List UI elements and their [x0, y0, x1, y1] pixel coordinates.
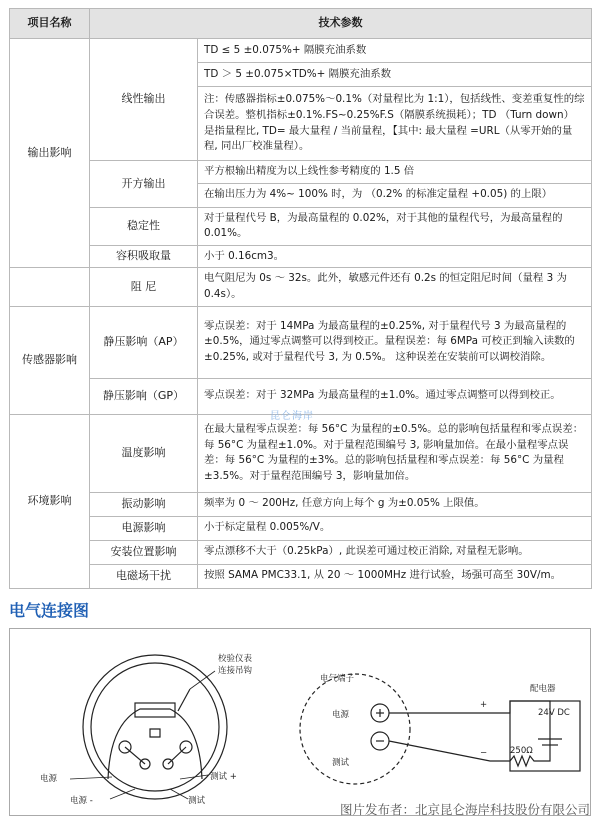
value-sqrt-1: 平方根输出精度为以上线性参考精度的 1.5 倍 — [198, 161, 592, 184]
item-damping: 阻 尼 — [90, 268, 198, 306]
watermark: 昆仑海岸 — [270, 411, 314, 422]
table-row — [10, 564, 592, 588]
item-linear-output: 线性输出 — [90, 39, 198, 161]
electrical-diagram — [9, 628, 591, 816]
item-stability: 稳定性 — [90, 207, 198, 245]
value-static-ap: 零点误差：对于 14MPa 为最高量程的±0.25%, 对于量程代号 3 为最高量程的±0.5%，通过零点调整可以得到校正。量程误差：每 6MPa 可校正到输入读数的±0.25%, 或对于量程代号 3, 为 0.5%。 这种误差在安装前可以调校消除。 — [198, 306, 592, 378]
value-vibration: 频率为 0 ～ 200Hz, 任意方向上每个 g 为±0.05% 上限值。 — [198, 492, 592, 516]
value-damping: 电气阻尼为 0s ～ 32s。此外，敏感元件还有 0.2s 的恒定阻尼时间（量程 3 为 0.4s）。 — [198, 268, 592, 306]
table-row — [10, 492, 592, 516]
item-volume: 容积吸取量 — [90, 245, 198, 268]
table-row — [10, 245, 592, 268]
voltage-label: 24V DC — [538, 708, 570, 718]
terminal-title: 电气端子 — [320, 674, 355, 684]
table-row — [10, 268, 592, 306]
housing-test-plus-label: 测试 + — [210, 772, 237, 782]
terminal-test-label: 测试 — [332, 758, 350, 768]
table-row — [10, 516, 592, 540]
item-sqrt-output: 开方输出 — [90, 161, 198, 208]
header-item: 项目名称 — [10, 9, 90, 39]
item-vibration: 振动影响 — [90, 492, 198, 516]
group-sensor: 传感器影响 — [10, 306, 90, 414]
value-power: 小于标定量程 0.005%/V。 — [198, 516, 592, 540]
minus-sign: − — [480, 748, 488, 758]
housing-power-minus-label: 电源 - — [70, 796, 93, 806]
relay-label: 配电器 — [530, 684, 556, 694]
table-row — [10, 540, 592, 564]
value-linear-1: TD ≤ 5 ±0.075%+ 隔膜充油系数 — [198, 39, 592, 63]
item-static-gp: 静压影响（GP） — [90, 378, 198, 414]
value-emi: 按照 SAMA PMC33.1, 从 20 ～ 1000MHz 进行试验，场强可高至 30V/m。 — [198, 564, 592, 588]
terminal-power-label: 电源 — [332, 710, 350, 720]
table-row — [10, 39, 592, 63]
table-row — [10, 207, 592, 245]
value-static-gp: 零点误差：对于 32MPa 为最高量程的±1.0%。通过零点调整可以得到校正。 — [198, 378, 592, 414]
item-emi: 电磁场干扰 — [90, 564, 198, 588]
group-output-cont — [10, 268, 90, 306]
table-row — [10, 306, 592, 378]
table-row — [10, 414, 592, 492]
group-environment: 环境影响 — [10, 414, 90, 588]
item-static-ap: 静压影响（AP） — [90, 306, 198, 378]
group-output: 输出影响 — [10, 39, 90, 268]
resistor-label: 250Ω — [510, 746, 533, 756]
item-temperature: 温度影响 — [90, 414, 198, 492]
hook-label-1: 校验仪表 — [218, 654, 253, 664]
footer-credit: 图片发布者：北京昆仑海岸科技股份有限公司 — [339, 802, 590, 817]
item-mounting: 安装位置影响 — [90, 540, 198, 564]
hook-label-2: 连接吊钩 — [218, 666, 253, 676]
housing-power-label: 电源 — [40, 774, 58, 784]
housing-test-label: 测试 — [188, 796, 206, 806]
spec-table-wrap — [9, 8, 591, 589]
value-volume: 小于 0.16cm3。 — [198, 245, 592, 268]
value-sqrt-2: 在输出压力为 4%~ 100% 时，为 （0.2% 的标准定量程 +0.05) 的上限） — [198, 183, 592, 207]
value-linear-3: 注：传感器指标±0.075%～0.1%（对量程比为 1:1），包括线性、变差重复性的综合误差。整机指标±0.1%.FS~0.25%F.S（隔膜系统损耗）；TD （Turn down） 是指量程比, TD= 最大量程 / 当前量程，【其中: 最大量程 =URL（从零开始的量程, 同出厂校准量程）。 — [198, 87, 592, 161]
value-temperature: 在最大量程零点误差：每 56°C 为量程的±0.5%。总的影响包括量程和零点误差：每 56°C 为量程±1.0%。对于量程范围编号 3, 影响量加倍。在最小量程零点误差：每 56°C 为量程的±3%。总的影响包括量程和零点误差：每 56°C 为量程±3.5%。对于量程范围编号 3，影响量加倍。 — [198, 414, 592, 492]
item-power: 电源影响 — [90, 516, 198, 540]
header-spec: 技术参数 — [90, 9, 592, 39]
plus-sign: + — [480, 700, 488, 710]
diagram-svg — [10, 629, 590, 815]
spec-table — [9, 8, 592, 589]
table-header-row — [10, 9, 592, 39]
value-stability: 对于量程代号 B，为最高量程的 0.02%，对于其他的量程代号，为最高量程的 0.01%。 — [198, 207, 592, 245]
value-linear-2: TD ＞ 5 ±0.075×TD%+ 隔膜充油系数 — [198, 63, 592, 87]
value-mounting: 零点漂移不大于（0.25kPa）, 此误差可通过校正消除, 对量程无影响。 — [198, 540, 592, 564]
table-row — [10, 161, 592, 184]
section-title: 电气连接图 — [9, 601, 90, 620]
